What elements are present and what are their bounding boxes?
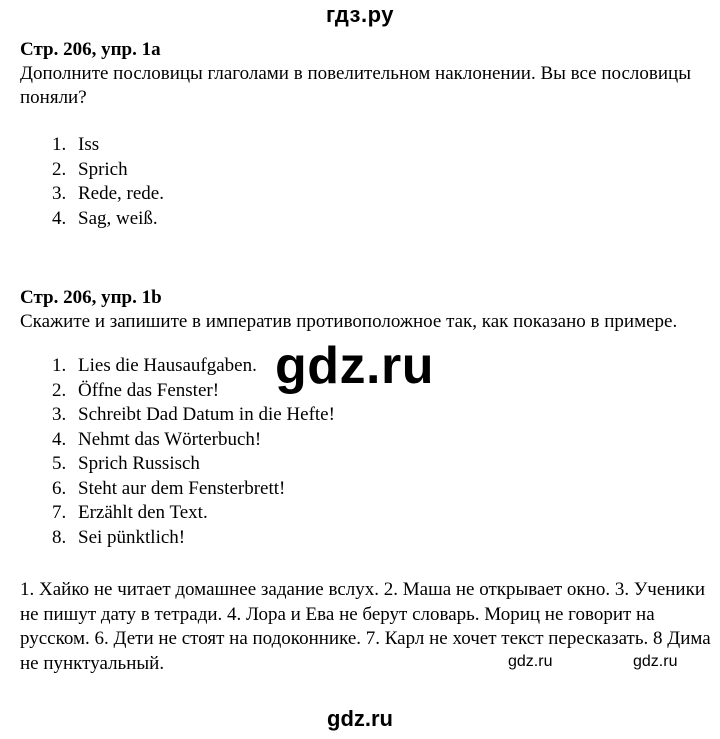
exercise-1a-heading: Стр. 206, упр. 1a [20,39,161,60]
exercise-1a-list [20,133,710,231]
list-item: 4. Sag, weiß. [52,207,158,229]
list-item: 3. Schreibt Dad Datum in die Hefte! [52,404,335,425]
list-item: 1. Lies die Hausaufgaben. [52,355,257,376]
watermark-middle: gdz.ru [275,337,434,395]
watermark-small-2: gdz.ru [633,653,678,670]
exercise-1b-task: Скажите и запишите в императив противоположное так, как показано в примере. [20,311,678,332]
list-item: 2. Sprich [52,158,128,180]
exercise-1b-heading: Стр. 206, упр. 1b [20,287,162,308]
watermark-top: гдз.ру [326,2,394,27]
list-item: 3. Rede, rede. [52,183,164,204]
exercise-1b-answer: 1. Хайко не читает домашнее задание вслух. 2. Маша не открывает окно. 3. Ученики не пишут дату в тетради. 4. Лора и Ева не берут словарь. Мориц не говорит на русском. 6. Дети не стоят на подоконнике. 7. Карл не хочет текст пересказать. 8 Дима не пунктуальный. [20,579,711,674]
exercise-1b [20,286,710,550]
list-item: 8. Sei pünktlich! [52,526,186,548]
list-item: 1. Iss [52,134,100,155]
list-item: 6. Steht aur dem Fensterbrett! [52,477,286,499]
list-item: 4. Nehmt das Wörterbuch! [52,428,262,450]
list-item: 2. Öffne das Fenster! [52,379,220,401]
watermark-small-1: gdz.ru [508,653,553,670]
list-item: 7. Erzählt den Text. [52,502,208,523]
list-item: 5. Sprich Russisch [52,453,200,474]
exercise-1a-task: Дополните пословицы глаголами в повелительном наклонении. Вы все пословицы поняли? [20,63,691,108]
exercise-1a [20,38,710,231]
watermark-bottom: gdz.ru [327,706,393,731]
